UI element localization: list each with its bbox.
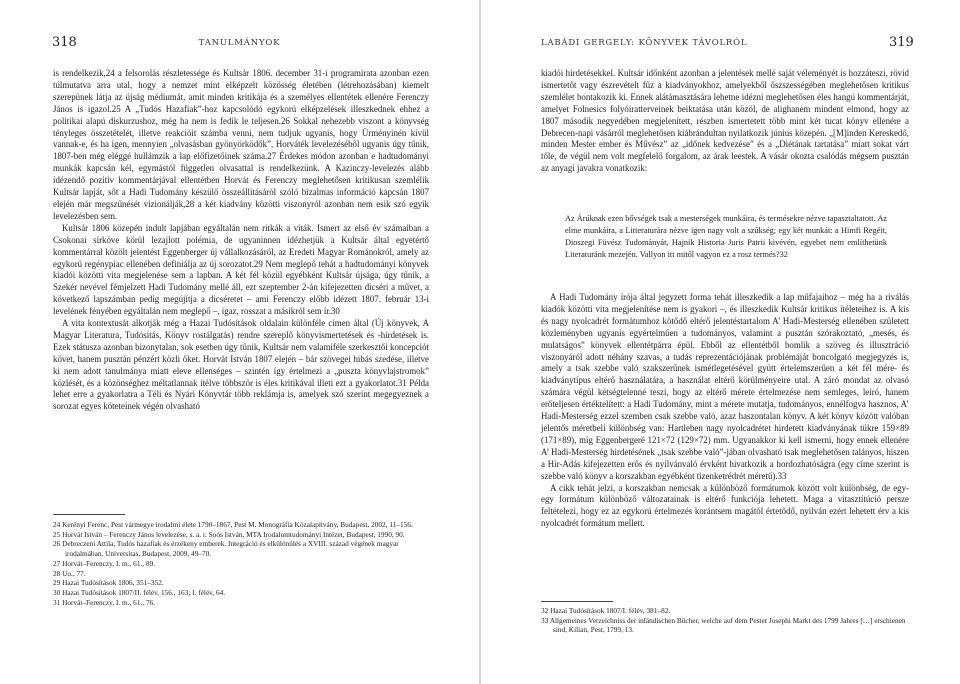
footnote: 32 Hazai Tudósítások 1807/I. félév, 381–82. [541, 606, 671, 615]
running-head: TANULMÁNYOK [198, 38, 281, 48]
footnote: 29 Hazai Tudósítások 1806, 351–352. [53, 578, 164, 588]
footnotes [541, 606, 909, 635]
paragraph: kiadói hirdetésekkel. Kultsár időnként azonban a jelentések mellé saját véleményét is hozzáteszi, rövid ismertetőt vagy észrevételt fűz a kiadványokhoz, amelyekből őszszességében meglehetősen kritikus szemlélet bontakozik ki. Ennek alátámasztására lehetne idézni meglehetősen éles hangú kommentárját, amelyet Folnesics folyóiratterveinek beiktatása után közöl, de alighanem mindent elmond, hogy az 1807 második negyedében megjelenített, részben ismertetett több mint két tucat könyv ellenére a Debrecen-napi vásárról meglehetősen kiábrándultan nyilatkozik június közepén. „[M]inden Kereskedő, minden Mester ember és Művész” az „időnek kedvezése” és a „Diétának tartatása” miatt sokat várt tőle, de végül nem volt megfelelő forgalom, az árak leestek. A vásár okozta csalódás mégsem pusztán az anyagi javakra vonatkozik: [541, 68, 909, 174]
body-text [541, 68, 909, 175]
page-number: 318 [52, 35, 77, 50]
paragraph: Kultsár 1806 közepén indult lapjában egyáltalán nem ritkák a viták. Ismert az első év számaiban a Csokonai sírköve körül lezajlott polémia, de ugyaninnen idézhetjük a Kultsár által egyetértő kommentárral közölt jelentést Eggenberger új vállalkozásáról, az Eredeti Magyar Románokról, amely az egykorú regénypiac ellenében definiálja az új sorozatot.29 Nem meglepő tehát a hadtudományi könyvek kiadói közötti vita megjelenése sem a lapban. A két fél közül egyébként Kultsár újsága, úgy tűnik, a Szekér nevével fémjelzett Hadi Tudomány mellé áll, ezt szeptember 2-án kifejezetten dicséri a művet, a következő lapszámban pedig megújítja a dicséretet – ami Ferenczy előbb idézett 1807. február 13-i levelének fényében egyáltalán nem meglepő –, igaz, rosszat a másikról sem ír.30 [53, 222, 429, 317]
footnote: 26 Debreczeni Attila, Tudós hazafiak és érzékeny emberek. Integráció és elkülönülés a XVIII. század végének magyar irodalmában, Universitas, Budapest, 2009, 49–70. [53, 539, 399, 559]
footnote: 31 Horvát–Ferenczy, I. m., 61., 76. [53, 597, 156, 607]
left-page [0, 0, 479, 684]
footnote-rule [53, 514, 125, 515]
paragraph: is rendelkezik,24 a felsorolás részletessége és Kultsár 1806. december 31-i programirata azonban ezen túlmutatva arra utal, hogy a nemzet mint elképzelt közösség életében (létrehozásában) kiemelt szerepünek látja az újság médiumát, amit minden kritikája és a személyes ellentétek ellenére Ferenczy János is igazol.25 A „Tudós Hazafiak”-hoz kapcsolódó egykorú elképzelések illeszkednek ehhez a politikai alapú diskurzushoz, még ha nem is fedik le teljesen.26 Sokkal nehezebb viszont a könyvség tényleges összetételét, illetve reakcióit számba venni, nem tudjuk ugyanis, hogy Ürményinén kívül vannak-e, és ha igen, mennyien „olvasásban gyönyörködők”, Horváték levelezéséből ugyanis úgy tűnik, 1807-ben még eléggé hullámzik a lap előfizetőinek száma.27 Érdekes módon azonban e hadtudományi munkák kapcsán kél, egymástól független olvasattal is rendelkezünk. A Kazinczy-levelezés alább idézendő pozitív kommentárjával ellentétben Horvát és Ferenczy meglehetősen kritikusan szemlélik Kultsár lapját, sőt a Hadi Tudomány készülő összeállításáról szóló bizalmas információ kapcsán 1807 elején már megszűnését vizionálják,28 a két kiadvány közötti viszonyról azonban nem esik szó egyik levelezésben sem. [53, 68, 429, 221]
block-quote: Az Árúknak ezen bővségek tsak a mesterségek munkáira, és termésekre nézve tapasztaltatott. Az elme munkáira, a Litteraturára nézve igen nagy volt a szűkség; egy két munkát: a Himfi Regéit, Dioszegi Füvész Tudományát, Hajnik Historia Juris Patrii kivévén, egyebet nem említhetünk Literaturánk mezején. Vallyon itt mitől vagyon ez a rosz termés?32 [565, 214, 887, 259]
body-text [53, 68, 429, 413]
running-head: LABÁDI GERGELY: KÖNYVEK TÁVOLRÓL [541, 38, 748, 48]
footnote: 24 Kerényi Ferenc, Pest vármegye irodalmi élete 1790–1867, Pest M. Monográfia Közalapítvány, Budapest, 2002, 11–156. [53, 520, 413, 529]
footnote: 33 Allgemeines Verzeichniss der inländischen Bücher, welche auf dem Pester Josephi Markt des 1799 Jahres […] erschienen sind, Kilian, Pest, 1799, 13. [541, 615, 906, 635]
body-text [541, 292, 909, 530]
paragraph: A Hadi Tudomány írója által jegyzett forma tehát illeszkedik a lap műfajaihoz – még ha a riválás kiadók közötti vita megjelenítése nem is gyakori –, és illeszkedik Kultsár kritikus ítéleteihez is. A kis és nagy nyolcadrét formátumhoz kötődő eltérő jelentéstartalom A’ Hadi-Mesterség ellenében született közleményben ugyanis egyértelműen a tudományos, valamint a pusztán szórakoztató, „mesés, és mulatságos” könyvek ellentétpárra épül. Ebből az ellentétből bomlik a szöveg és illusztráció viszonyáról adott néhány szavas, a tudás reprezentációjának problémáját boncolgató megjegyzés is, amely a tsak szebbe való szakszerűnek ismétlegetésével gyütt értelemszerűen a két fél mére- és kiadványtípus eltérő használatára, a használat eltérő körülményeire utal. A záró mondat az olvasó számára végül kétségtelenné teszi, hogy az eltérő mérete értelmezése nem semleges, leíró, hanem erőteljesen értéktelített: a Hadi Tudomány, mint a mérete mutatja, tudományos, ennélfogva hasznos, A’ Hadi-Mesterség ezzel szemben csak szebbe való, azaz haszontalan könyv. A két könyv között valóban jelentős méretbeli különbség van: Hartleben nagy nyolcadrétet hirdetett kiadványának tükre 159×89 (171×89), míg Eggenbergeré 121×72 (129×72) mm. Ugyanakkor ki kell ismerni, hogy ennek ellenére A’ Hadi-Mesterség hirdetésének „tsak szebbe való”-jában olvasható tsak meglehetősen talányos, hiszen a Hír-Adás kifejezetten erős és nyilvánvaló érvként hivatkozik a hordozhatóságra (egy címe szerint is szebbe való könyv a korszakban egyébként tizenketrédrét méretű).33 [541, 292, 909, 481]
footnote: 27 Horvát–Ferenczy, I. m., 61., 89. [53, 558, 156, 568]
footnote: 25 Horvát István – Ferenczy János levelezése, s. a. r. Soós István, MTA Irodalomtudományi Intézet, Budapest, 1990, 90. [53, 529, 405, 539]
footnotes [53, 520, 429, 607]
footnote: 30 Hazai Tudósítások 1807/II. félév, 156., 163; I. félév, 64. [53, 587, 226, 597]
page-number: 319 [889, 35, 914, 50]
right-page [481, 0, 960, 684]
paragraph: A cikk tehát jelzi, a korszakban nemcsak a különböző formátumok között volt különbség, de egy-egy formátum különböző változatainak is eltérő funkciója lehetett. Maga a vitasztítúció persze feltételezi, hogy ez az egykorú értelmezés korántsem magától értetődő, nyilván ezért lehetett érv a kis nyolcadrét formátum mellett. [541, 482, 909, 529]
footnote-rule [541, 601, 613, 602]
paragraph: A vita kontextusát alkotják még a Hazai Tudósítások oldalain különféle címen által (Új könyvek, A Magyar Literatura, Tudósítás, Könyv rostálgatás) rendre szereplő könyvismertetések és -hirdetések is. Ezek státusza azonban bizonytalan, sok esetben úgy tűnik, Kultsár nem valamiféle szerkesztői koncepciót követ, hanem pusztán pénzért közli őket. Horvát István 1807 elején – bár szövegei hibás szedése, illetve ki nem adott tanulmánya miatt eleve ellenséges – szintén így értelmezi a „puszta könyvlajstromok” közlését, és a közönséghez méltatlannak ítélve többször is éles kritikával illeti ezt a gyakorlatot.31 Példa lehet erre a gyakorlatra a Téli és Nyári Könyvtár több reklámja is, amelyek szó szerint megegyeznek a sorozat egyes köteteinek végén olvasható [53, 318, 429, 412]
footnote: 28 Uo., 77. [53, 568, 86, 578]
